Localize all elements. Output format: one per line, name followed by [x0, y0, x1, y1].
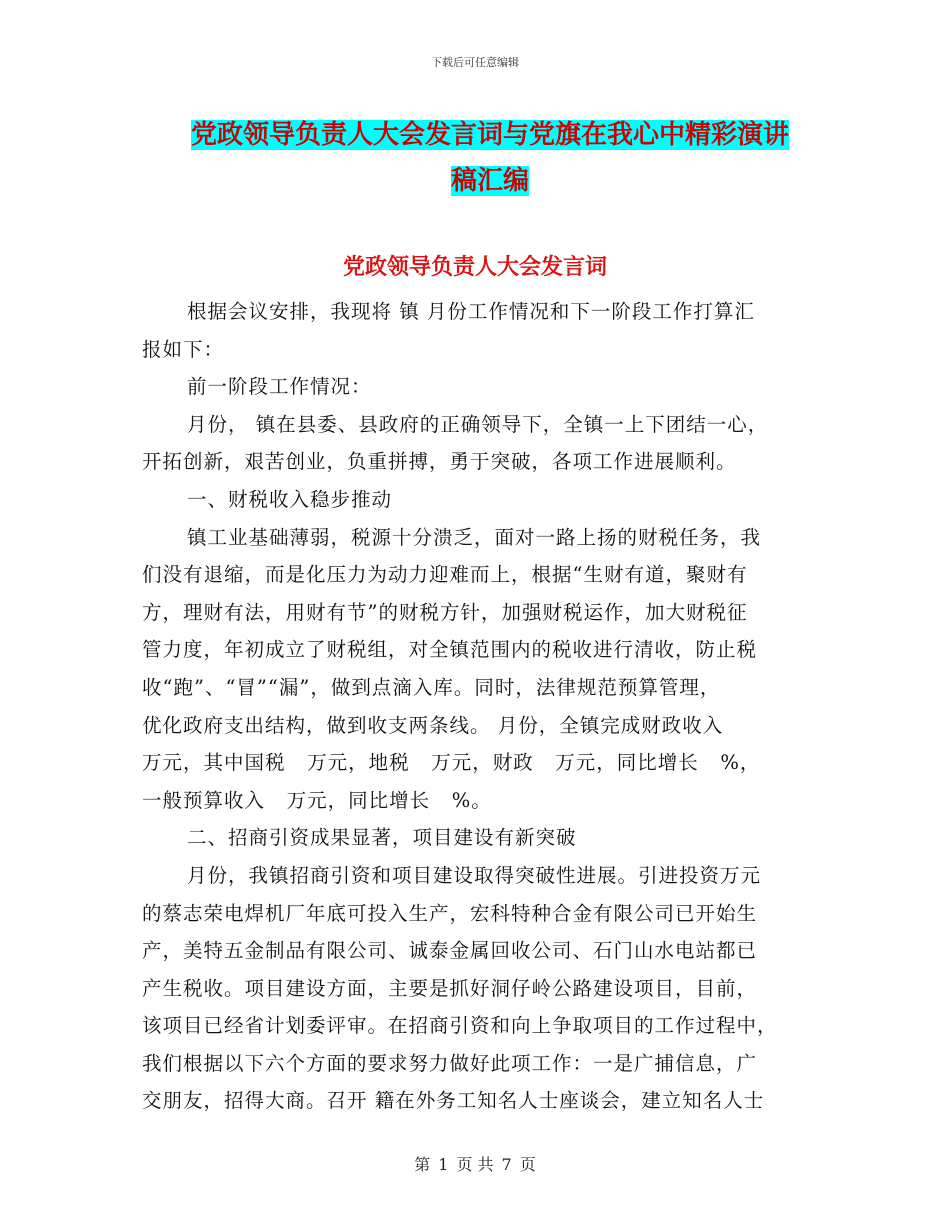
page-total: 7	[501, 1155, 512, 1174]
paragraph-line: 根据会议安排，我现将 镇 月份工作情况和下一阶段工作打算汇	[187, 300, 755, 323]
paragraph-line: 管力度，年初成立了财税组，对全镇范围内的税收进行清收，防止税	[142, 638, 758, 662]
body-text	[142, 293, 812, 1120]
paragraph-line: 收“跑”、“冒”“漏”，做到点滴入库。同时，法律规范预算管理，	[142, 675, 721, 699]
paragraph-line: 万元，其中国税 万元，地税 万元，财政 万元，同比增长 %，	[142, 751, 761, 775]
paragraph-line: 一般预算收入 万元，同比增长 %。	[142, 788, 492, 812]
section-title: 党政领导负责人大会发言词	[342, 254, 607, 280]
paragraph-line: 的蔡志荣电焊机厂年底可投入生产，宏科特种合金有限公司已开始生	[142, 901, 758, 925]
paragraph-line: 开拓创新，艰苦创业，负重拼搏，勇于突破，各项工作进展顺利。	[142, 450, 737, 474]
footer-suffix: 页	[519, 1155, 536, 1174]
header-note: 下载后可任意编辑	[431, 56, 519, 69]
paragraph-line: 镇工业基础薄弱，税源十分溃乏，面对一路上扬的财税任务，我	[187, 525, 762, 549]
page-footer	[0, 1152, 950, 1175]
paragraph-line: 产，美特五金制品有限公司、诚泰金属回收公司、石门山水电站都已	[142, 939, 758, 963]
paragraph-line: 报如下：	[142, 337, 225, 361]
title-line-2: 稿汇编	[450, 166, 529, 196]
paragraph-line: 方，理财有法，用财有节”的财税方针，加强财税运作，加大财税征	[142, 600, 748, 624]
footer-middle: 页 共	[456, 1155, 494, 1174]
document-title	[140, 112, 840, 204]
subheading-line: 二、招商引资成果显著，项目建设有新突破	[187, 826, 577, 850]
subheading-line: 一、财税收入稳步推动	[187, 487, 393, 511]
paragraph-line: 月份， 镇在县委、县政府的正确领导下，全镇一上下团结一心，	[187, 412, 769, 436]
footer-prefix: 第	[414, 1155, 431, 1174]
paragraph-line: 优化政府支出结构，做到收支两条线。 月份，全镇完成财政收入	[142, 713, 724, 737]
paragraph-line: 交朋友，招得大商。召开 籍在外务工知名人士座谈会，建立知名人士	[142, 1089, 765, 1113]
paragraph-line: 我们根据以下六个方面的要求努力做好此项工作：一是广捕信息，广	[142, 1051, 758, 1075]
paragraph-line: 月份，我镇招商引资和项目建设取得突破性进展。引进投资万元	[187, 863, 762, 887]
paragraph-line: 前一阶段工作情况：	[187, 375, 372, 399]
paragraph-line: 产生税收。项目建设方面，主要是抓好洞仔岭公路建设项目，目前，	[142, 976, 758, 1000]
paragraph-line: 该项目已经省计划委评审。在招商引资和向上争取项目的工作过程中，	[142, 1014, 778, 1038]
page-number: 1	[438, 1155, 449, 1174]
title-line-1: 党政领导负责人大会发言词与党旗在我心中精彩演讲	[190, 120, 789, 150]
paragraph-line: 们没有退缩，而是化压力为动力迎难而上，根据“生财有道，聚财有	[142, 563, 748, 587]
